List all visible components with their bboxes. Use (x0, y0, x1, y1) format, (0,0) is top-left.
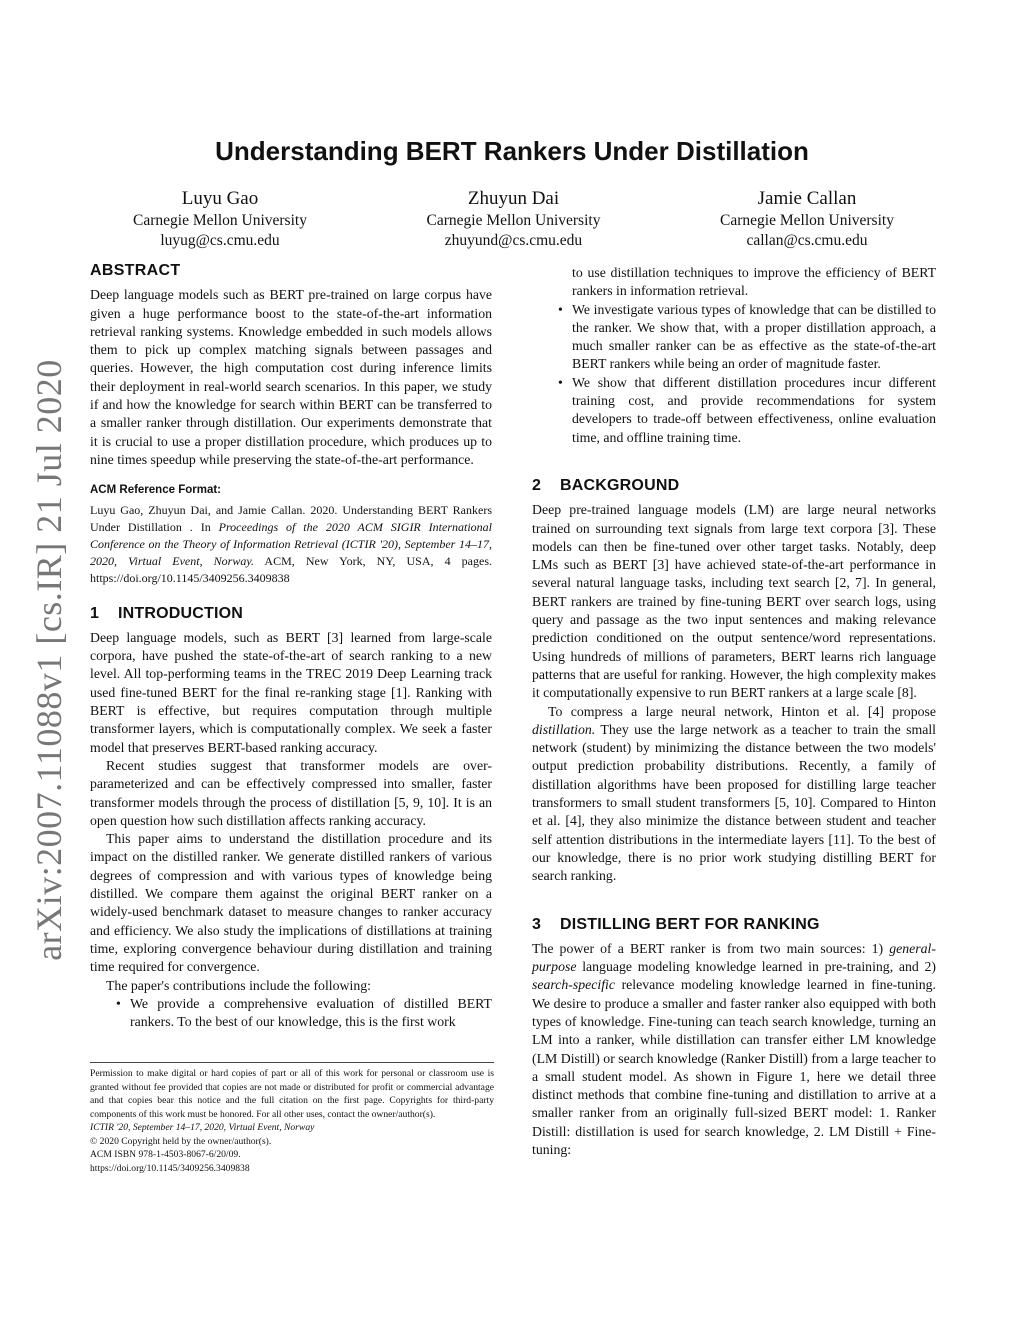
paragraph (532, 703, 936, 886)
contribution-list (90, 995, 492, 1032)
text-run-italic: distillation. (532, 721, 596, 737)
permission-footnote (90, 1062, 494, 1175)
author-email[interactable]: luyug@cs.cmu.edu (160, 232, 280, 249)
list-item: • We provide a comprehensive evaluation of distilled BERT rankers. To the best of our knowledge, this is the first work (130, 995, 492, 1032)
section-number: 3 (532, 915, 542, 933)
acm-reference-text (90, 502, 492, 587)
arxiv-stamp: arXiv:2007.11088v1 [cs.IR] 21 Jul 2020 (29, 359, 69, 961)
author-email[interactable]: callan@cs.cmu.edu (746, 232, 868, 249)
left-column (90, 262, 492, 1031)
isbn-text: ACM ISBN 978-1-4503-8067-6/20/09. (90, 1149, 241, 1160)
paragraph: Deep language models, such as BERT [3] learned from large-scale corpora, have pushed the state-of-the-art of search ranking to a new level. All top-performing teams in the TREC 2019 Deep Learning track used fine-tuned BERT for the final re-ranking stage [1]. Ranking with BERT is effective, but requires computation through multiple transformer layers, which is computationally complex. We seek a faster model that preserves BERT-based ranking accuracy. (90, 629, 492, 755)
paragraph: This paper aims to understand the distillation procedure and its impact on the distilled ranker. We generate distilled rankers of various degrees of compression and with various types of knowledge being distilled. We compare them against the original BERT ranker on a widely-used benchmark dataset to measure changes to ranker accuracy and efficiency. We also study the implications of distillations at training time, exploring convergence behaviour during distillation and training time required for convergence. (90, 831, 492, 975)
author-1 (90, 187, 350, 251)
text-run: language modeling knowledge learned in pre-training, and 2) (576, 959, 936, 975)
paragraph: The paper's contributions include the following: (106, 977, 371, 993)
author-email[interactable]: zhuyund@cs.cmu.edu (444, 232, 583, 249)
author-name: Zhuyun Dai (467, 188, 560, 209)
venue-text: ICTIR '20, September 14–17, 2020, Virtual Event, Norway (90, 1122, 315, 1133)
list-item: • We show that different distillation procedures incur different training cost, and provide recommendations for system developers to trade-off between effectiveness, online evaluation time, and offline training time. (572, 374, 936, 447)
acm-reference-part: Luyu Gao, Zhuyun Dai, and Jamie Callan. 2020. Understanding BERT Rankers Under Distillation . In (90, 502, 492, 534)
section-title: DISTILLING BERT FOR RANKING (560, 915, 820, 933)
list-item: • We investigate various types of knowledge that can be distilled to the ranker. We show that, with a proper distillation approach, a much smaller ranker can be as effective as the state-of-the-art BERT rankers while being an order of magnitude faster. (572, 301, 936, 374)
text-run: relevance modeling knowledge learned in fine-tuning. We desire to produce a smaller and faster ranker also equipped with both types of knowledge. Fine-tuning can teach search knowledge, turning an LM into a ranker, while distillation can transfer either LM knowledge (LM Distill) or search knowledge (Ranker Distill) from a large teacher to a small student model. As shown in Figure 1, here we detail three distinct methods that combine fine-tuning and distillation to arrive at a smaller ranker from an originally full-sized BERT model: 1. Ranker Distill: distillation is used for search knowledge, 2. LM Distill + Fine-tuning: (532, 977, 936, 1158)
list-item-continued: to use distillation techniques to improve the efficiency of BERT rankers in information retrieval. (572, 265, 936, 299)
text-run: To compress a large neural network, Hinton et al. [4] propose (548, 703, 936, 719)
acm-reference-part: ACM, New York, NY, USA, 4 pages. https://doi.org/10.1145/3409256.3409838 (90, 553, 492, 585)
author-block (90, 187, 937, 251)
section-heading-background (532, 477, 936, 495)
paragraph (532, 940, 936, 1160)
acm-reference-venue: Proceedings of the 2020 ACM SIGIR International Conference on the Theory of Information Retrieval (ICTIR '20), September 14–17, 2020, Virtual Event, Norway. (90, 519, 492, 568)
author-affiliation: Carnegie Mellon University (720, 212, 894, 229)
section-title: BACKGROUND (560, 476, 680, 494)
abstract-text: Deep language models such as BERT pre-trained on large corpus have given a huge performance boost to the state-of-the-art information retrieval ranking systems. Knowledge embedded in such models allows them to pick up complex matching signals between passages and queries. However, the high computation cost during inference limits their deployment in real-world search scenarios. In this paper, we study if and how the knowledge for search within BERT can be transferred to a smaller ranker through distillation. Our experiments demonstrate that it is crucial to use a proper distillation procedure, which produces up to nine times speedup while preserving the state-of-the-art performance. (90, 287, 492, 467)
paper-title: Understanding BERT Rankers Under Distillation (215, 136, 809, 166)
author-3 (677, 187, 937, 251)
text-run: They use the large network as a teacher to train the small network (student) by minimizing the distance between the two models' output prediction probability distributions. Recently, a family of distillation algorithms have been proposed for distilling large teacher transformers to small student transformers [5, 10]. Compared to Hinton et al. [4], they also minimize the distance between student and teacher self attention distributions in the intermediate layers [11]. To the best of our knowledge, there is no prior work studying distilling BERT for search ranking. (532, 721, 936, 884)
section-number: 2 (532, 476, 542, 494)
paragraph: Recent studies suggest that transformer models are over-parameterized and can be effectively compressed into smaller, faster transformer models through the process of distillation [5, 9, 10]. It is an open question how such distillation affects ranking accuracy. (90, 757, 492, 828)
contribution-list-continued (532, 264, 936, 447)
author-2 (384, 187, 644, 251)
right-column (532, 264, 936, 1159)
abstract-heading: ABSTRACT (90, 262, 181, 279)
permission-text: Permission to make digital or hard copies of part or all of this work for personal or classroom use is granted without fee provided that copies are not made or distributed for profit or commercial advantage and that copies bear this notice and the full citation on the first page. Copyrights for third-party components of this work must be honored. For all other uses, contact the owner/author(s). (90, 1068, 494, 1120)
copyright-text: © 2020 Copyright held by the owner/author(s). (90, 1135, 272, 1147)
author-affiliation: Carnegie Mellon University (426, 212, 601, 229)
author-name: Jamie Callan (757, 188, 857, 209)
text-run: The power of a BERT ranker is from two main sources: 1) (532, 940, 890, 956)
acm-reference-heading: ACM Reference Format: (90, 484, 221, 497)
author-affiliation: Carnegie Mellon University (133, 212, 307, 229)
text-run-italic: general-purpose (532, 940, 936, 975)
doi-link[interactable]: https://doi.org/10.1145/3409256.3409838 (90, 1162, 250, 1174)
text-run-italic: search-specific (532, 977, 616, 993)
section-title: INTRODUCTION (118, 604, 244, 622)
paragraph: Deep pre-trained language models (LM) are large neural networks trained on surrounding text signals from large text corpora [3]. These models can then be fine-tuned over other target tasks. Notably, deep LMs such as BERT [3] have achieved state-of-the-art performance in several natural language tasks, including text search [2, 7]. In general, BERT rankers are trained by fine-tuning BERT over search logs, using query and passage as the two input sentences and making relevance prediction conditioned on the output sentence/word representations. Using hundreds of millions of parameters, BERT learns rich language patterns that are useful for ranking. However, the high complexity makes it computationally expensive to run BERT rankers at a large scale [8]. (532, 502, 936, 701)
section-number: 1 (90, 604, 100, 622)
section-heading-distilling (532, 916, 936, 934)
author-name: Luyu Gao (181, 188, 259, 209)
section-heading-introduction (90, 605, 492, 623)
